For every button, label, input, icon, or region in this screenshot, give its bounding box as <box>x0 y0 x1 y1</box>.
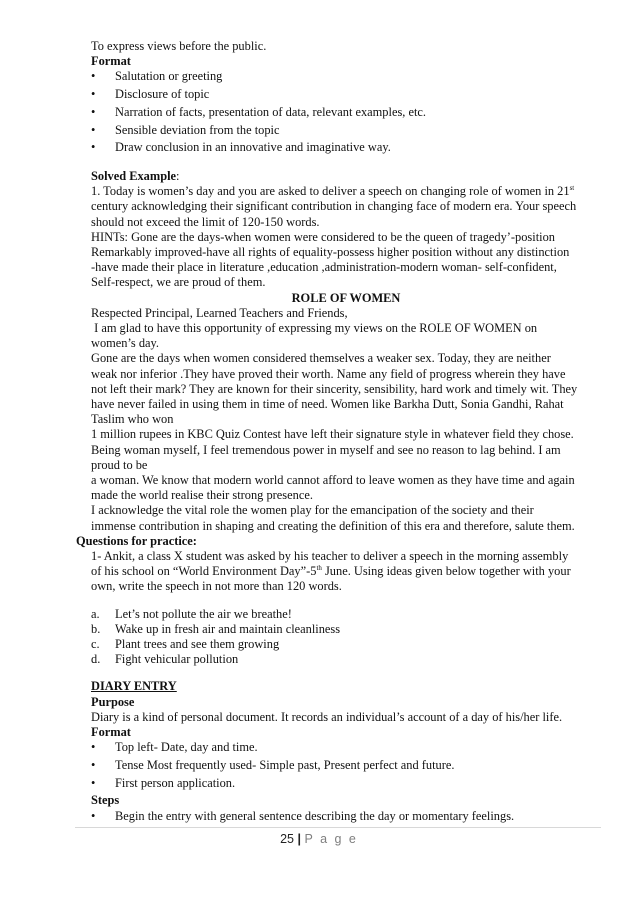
speech-body <box>91 306 601 534</box>
purpose-heading: Purpose <box>91 694 135 709</box>
format-heading: Format <box>91 54 131 69</box>
footer-separator: | <box>297 832 301 846</box>
question-line: 1. Today is women’s day and you are asked to deliver a speech on changing role of women in 21st <box>91 184 575 199</box>
bullet-icon: • <box>91 740 96 755</box>
speech-line: not left their mark? They are known for their sincerity, sensibility, hard work and timely wit. They <box>91 381 578 396</box>
page-number: 25 <box>280 832 295 846</box>
speech-line: I acknowledge the vital role the women play for the emancipation of the society and their <box>91 503 534 518</box>
bullet-icon: • <box>91 69 96 84</box>
speech-line: Gone are the days when women considered themselves a weaker sex. Today, they are neither <box>91 351 551 366</box>
bullet-icon: • <box>91 104 96 119</box>
practice-question-line: 1- Ankit, a class X student was asked by his teacher to deliver a speech in the morning assembly <box>91 549 569 563</box>
speech-line: have never failed in using them in time of need. Women like Barkha Dutt, Sonia Gandhi, Rahat <box>91 396 564 411</box>
list-item: d. Fight vehicular pollution <box>91 652 239 667</box>
speech-line: made the world realise their strong presence. <box>91 488 313 503</box>
list-item: • First person application. <box>91 775 236 790</box>
list-item: • Disclosure of topic <box>91 87 210 102</box>
speech-line: I am glad to have this opportunity of expressing my views on the ROLE OF WOMEN on <box>91 320 538 335</box>
speech-line: 1 million rupees in KBC Quiz Contest have left their signature style in whatever field they chose. <box>91 427 574 442</box>
hints-line: Remarkably improved-have all rights of equality-possess higher position without any distinction <box>91 244 570 259</box>
bullet-icon: • <box>91 122 96 137</box>
bullet-icon: • <box>91 87 96 102</box>
list-item: a. Let’s not pollute the air we breathe! <box>91 606 292 621</box>
diary-format-list <box>91 740 601 791</box>
page-content <box>76 39 601 826</box>
speech-line: Being woman myself, I feel tremendous power in myself and see no reason to lag behind. I am <box>91 442 561 457</box>
hints-line: Self-respect, we are proud of them. <box>91 275 266 290</box>
bullet-icon: • <box>91 757 96 772</box>
list-item: • Narration of facts, presentation of data, relevant examples, etc. <box>91 104 427 119</box>
list-item: • Begin the entry with general sentence describing the day or momentary feelings. <box>91 808 515 823</box>
list-item: c. Plant trees and see them growing <box>91 637 280 652</box>
speech-line: a woman. We know that modern world cannot afford to leave women as they have time and again <box>91 472 575 487</box>
speech-line: immense contribution in shaping and creating the definition of this era and therefore, salute them. <box>91 518 575 533</box>
list-item: • Draw conclusion in an innovative and imaginative way. <box>91 140 391 155</box>
speech-line: women’s day. <box>91 336 160 351</box>
diary-format-heading: Format <box>91 725 131 740</box>
steps-heading: Steps <box>91 793 120 808</box>
speech-line: weak nor inferior .They have proved their worth. Name any field of progress wherein they have <box>91 366 566 381</box>
list-item: • Sensible deviation from the topic <box>91 122 280 137</box>
bullet-icon: • <box>91 775 96 790</box>
steps-list <box>91 809 601 824</box>
purpose-text: Diary is a kind of personal document. It records an individual’s account of a day of his/her life. <box>91 709 563 724</box>
page-footer <box>0 832 638 846</box>
bullet-icon: • <box>91 140 96 155</box>
intro-line: To express views before the public. <box>91 39 267 53</box>
hints-line: HINTs: Gone are the days-when women were considered to be the queen of tragedy’-position <box>91 229 555 244</box>
list-item: b. Wake up in fresh air and maintain cleanliness <box>91 621 341 636</box>
list-item: • Salutation or greeting <box>91 69 223 84</box>
practice-heading: Questions for practice: <box>76 533 197 548</box>
speech-line: Taslim who won <box>91 412 174 427</box>
list-item: • Top left- Date, day and time. <box>91 740 258 755</box>
list-item: • Tense Most frequently used- Simple past, Present perfect and future. <box>91 757 455 772</box>
practice-question-line: of his school on “World Environment Day”-5th June. Using ideas given below together with your <box>91 564 571 579</box>
page-label: P a g e <box>304 832 358 846</box>
diary-entry-heading: DIARY ENTRY <box>91 679 177 694</box>
practice-question-line: own, write the speech in not more than 120 words. <box>91 579 342 594</box>
question-line: century acknowledging their significant contribution in changing face of modern era. Your speech <box>91 199 577 214</box>
hints-line: -have made their place in literature ,education ,administration-modern woman- self-confident, <box>91 260 557 275</box>
format-list <box>91 69 601 155</box>
speech-line: proud to be <box>91 457 148 472</box>
solved-example-heading: Solved Example: <box>91 168 180 183</box>
footer-divider <box>75 827 601 828</box>
question-line: should not exceed the limit of 120-150 words. <box>91 214 320 229</box>
bullet-icon: • <box>91 808 96 823</box>
speech-title: ROLE OF WOMEN <box>291 290 401 305</box>
ideas-list <box>91 607 601 668</box>
speech-line: Respected Principal, Learned Teachers and Friends, <box>91 305 348 320</box>
